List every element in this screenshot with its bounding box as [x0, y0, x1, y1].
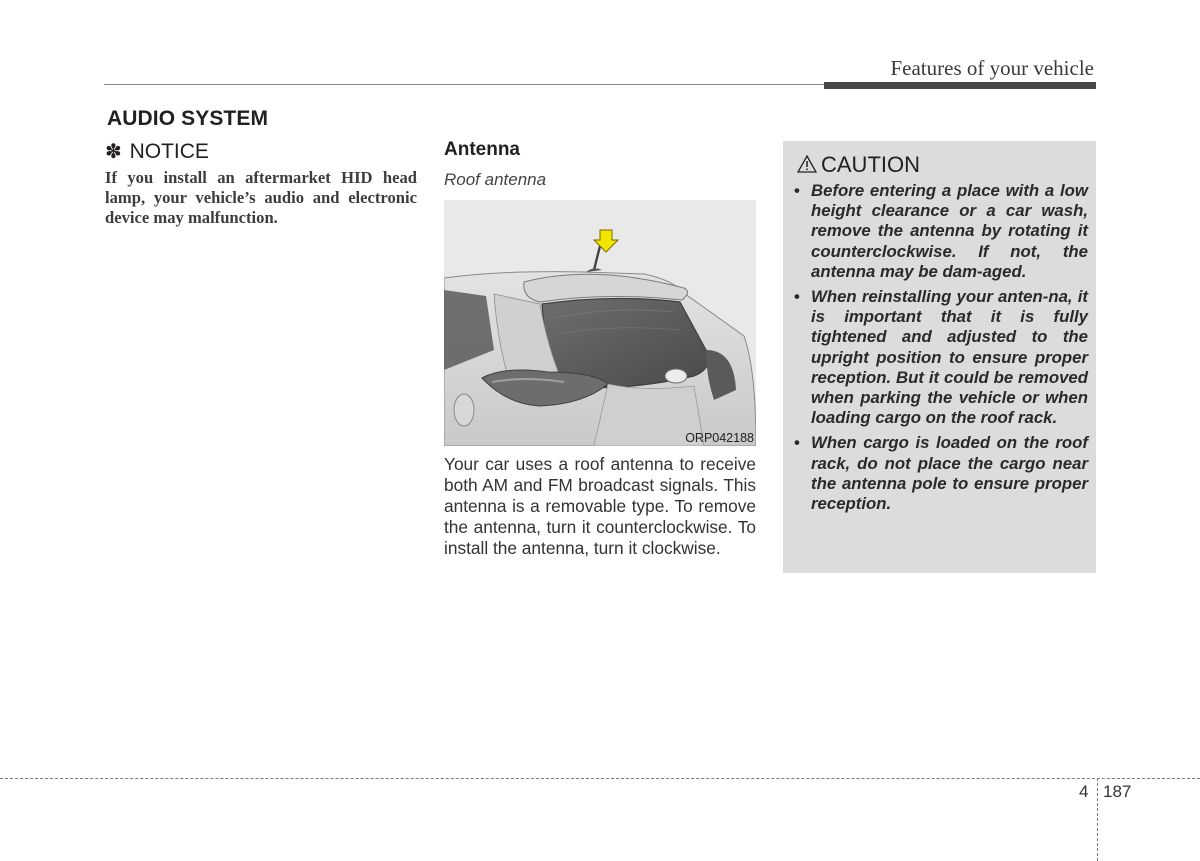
header-title: Features of your vehicle [890, 56, 1094, 80]
header-bar [824, 82, 1096, 89]
footer-vertical-divider [1097, 778, 1098, 861]
section-title: AUDIO SYSTEM [107, 107, 269, 130]
caution-list [791, 181, 1088, 519]
footer-divider [0, 778, 1200, 779]
page-number: 187 [1103, 782, 1132, 801]
notice-title-text: NOTICE [129, 140, 209, 163]
notice-star-icon: ✽ [105, 141, 122, 163]
chapter-number: 4 [1079, 782, 1089, 801]
caution-item: • When reinstalling your anten-na, it is important that it is fully tightened and adjusted to the upright position to ensure proper reception. But it could be removed when parking the vehicle or when loading cargo on the roof rack. [791, 287, 1088, 428]
figure-code: ORP042188 [685, 431, 754, 445]
roof-antenna-illustration [444, 200, 756, 446]
antenna-section [444, 138, 756, 559]
antenna-heading: Antenna [444, 139, 520, 160]
notice-body: If you install an aftermarket HID head lamp, your vehicle’s audio and electronic device may malfunction. [105, 168, 417, 227]
caution-title-text: CAUTION [821, 152, 920, 177]
caution-item: • Before entering a place with a low height clearance or a car wash, remove the antenna by rotating it counterclockwise. If not, the antenna may be dam-aged. [791, 181, 1088, 282]
header-rule [104, 84, 824, 85]
caution-box [783, 141, 1096, 573]
antenna-subheading: Roof antenna [444, 170, 547, 189]
caution-item: • When cargo is loaded on the roof rack, do not place the cargo near the antenna pole to ensure proper reception. [791, 433, 1088, 514]
notice-title [105, 139, 209, 164]
caution-title [797, 152, 920, 178]
warning-triangle-icon [797, 155, 817, 173]
car-rear-drawing [444, 200, 756, 446]
antenna-body: Your car uses a roof antenna to receive both AM and FM broadcast signals. This antenna is a removable type. To remove the antenna, turn it counterclockwise. To install the antenna, turn it clockwise. [444, 454, 756, 558]
